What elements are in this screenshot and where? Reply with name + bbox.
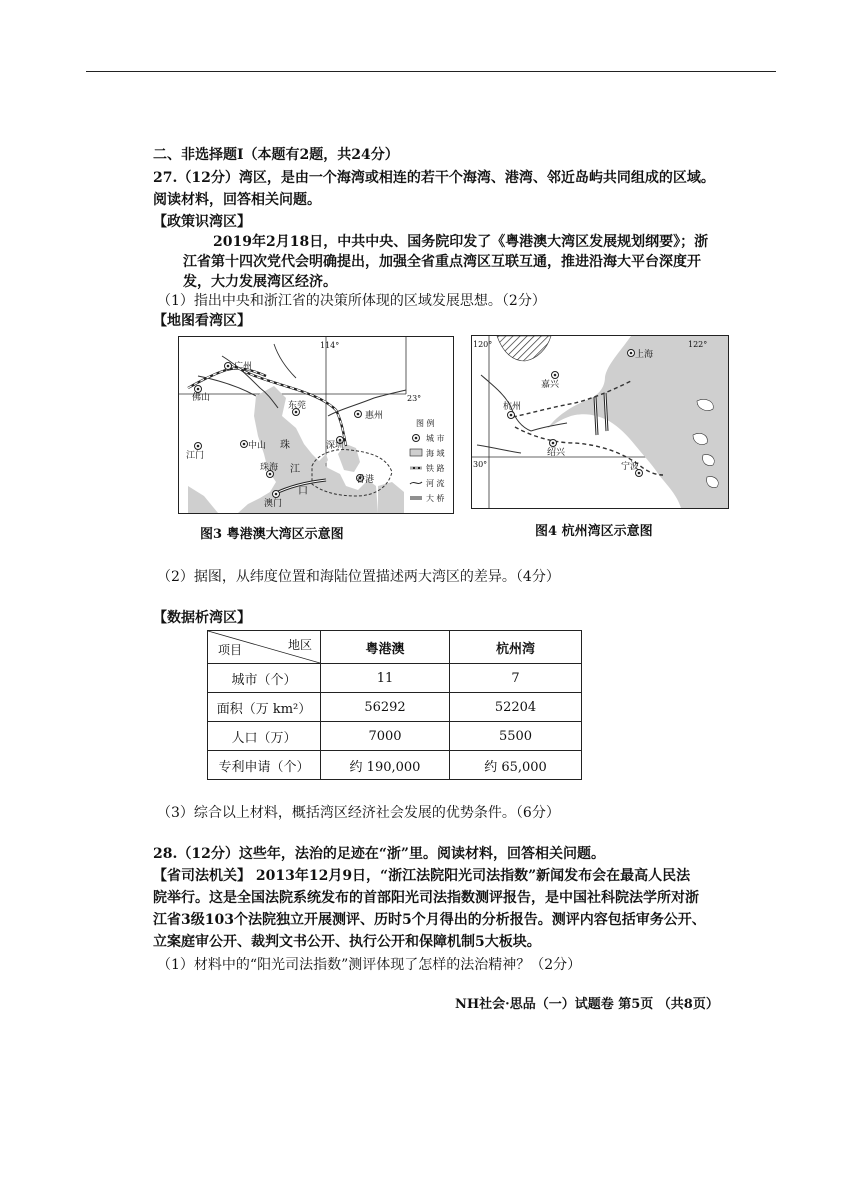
svg-text:图 例: 图 例 xyxy=(416,419,435,428)
table-header-col1: 粤港澳 xyxy=(321,631,450,664)
svg-text:杭州: 杭州 xyxy=(503,402,522,412)
svg-text:城 市: 城 市 xyxy=(426,434,445,443)
section-heading: 二、非选择题Ⅰ（本题有2题，共24分） xyxy=(153,147,399,163)
svg-text:大 桥: 大 桥 xyxy=(426,494,445,503)
svg-text:绍兴: 绍兴 xyxy=(547,448,566,458)
top-rule xyxy=(86,71,776,72)
table-header-col2: 杭州湾 xyxy=(450,631,582,664)
corner-region-label: 地区 xyxy=(287,638,312,652)
svg-text:广州: 广州 xyxy=(234,362,253,372)
svg-text:东莞: 东莞 xyxy=(288,401,307,411)
svg-text:香港: 香港 xyxy=(356,475,375,485)
q28-intro: 28.（12分）这些年，法治的足迹在“浙”里。阅读材料，回答相关问题。 xyxy=(153,846,605,862)
map-heading: 【地图看湾区】 xyxy=(153,313,251,329)
svg-text:澳门: 澳门 xyxy=(264,499,283,509)
svg-text:120°: 120° xyxy=(473,340,493,349)
q28-material-line3: 江省3级103个法院独立开展测评、历时5个月得出的分析报告。测评内容包括审务公开、 xyxy=(153,912,706,928)
q27-sub1: （1）指出中央和浙江省的决策所体现的区域发展思想。（2分） xyxy=(157,293,546,309)
q27-sub2: （2）据图，从纬度位置和海陆位置描述两大湾区的差异。（4分） xyxy=(157,569,560,585)
map4-caption: 图4 杭州湾区示意图 xyxy=(535,524,653,539)
map3-caption: 图3 粤港澳大湾区示意图 xyxy=(200,527,344,542)
svg-text:上海: 上海 xyxy=(635,350,654,360)
svg-text:江: 江 xyxy=(290,464,300,475)
data-table xyxy=(207,630,582,780)
data-heading: 【数据析湾区】 xyxy=(153,610,251,626)
q27-sub3: （3）综合以上材料，概括湾区经济社会发展的优势条件。（6分） xyxy=(157,805,560,821)
svg-text:海 域: 海 域 xyxy=(426,449,445,458)
svg-text:114°: 114° xyxy=(320,341,340,350)
svg-text:23°: 23° xyxy=(407,394,422,403)
policy-line1: 2019年2月18日，中共中央、国务院印发了《粤港澳大湾区发展规划纲要》；浙 xyxy=(213,234,709,250)
policy-line3: 发，大力发展湾区经济。 xyxy=(183,274,337,290)
svg-text:中山: 中山 xyxy=(248,441,267,451)
q28-material-line1: 【省司法机关】 2013年12月9日，“浙江法院阳光司法指数”新闻发布会在最高人民法 xyxy=(153,868,691,884)
table-row: 城市（个） 11 7 xyxy=(208,664,582,693)
table-corner-cell xyxy=(208,631,321,664)
table-header-row xyxy=(208,631,582,664)
svg-text:深圳: 深圳 xyxy=(326,441,345,451)
policy-line2: 江省第十四次党代会明确提出，加强全省重点湾区互联互通，推进沿海大平台深度开 xyxy=(183,254,701,270)
svg-text:惠州: 惠州 xyxy=(365,411,384,421)
svg-text:佛山: 佛山 xyxy=(192,393,211,403)
q27-intro-line2: 阅读材料，回答相关问题。 xyxy=(153,192,321,208)
svg-text:珠海: 珠海 xyxy=(260,463,279,473)
page-footer: NH社会·思品（一）试题卷 第5页 （共8页） xyxy=(455,997,719,1012)
svg-text:30°: 30° xyxy=(473,460,488,469)
svg-text:河 流: 河 流 xyxy=(426,479,445,488)
svg-text:铁 路: 铁 路 xyxy=(426,464,445,473)
q28-material-line2: 院举行。这是全国法院系统发布的首部阳光司法指数测评报告，是中国社科院法学所对浙 xyxy=(153,890,699,906)
table-row: 面积（万 km²） 56292 52204 xyxy=(208,693,582,722)
q28-sub1: （1）材料中的“阳光司法指数”测评体现了怎样的法治精神？（2分） xyxy=(157,957,582,973)
map-hangzhou-bay xyxy=(471,335,729,509)
svg-text:口: 口 xyxy=(298,486,308,497)
table-row: 人口（万） 7000 5500 xyxy=(208,722,582,751)
svg-text:宁波: 宁波 xyxy=(621,462,640,472)
svg-text:122°: 122° xyxy=(688,340,708,349)
policy-heading: 【政策识湾区】 xyxy=(153,214,251,230)
map-guangdong-hk-macao xyxy=(178,336,454,514)
q27-intro-line1: 27.（12分）湾区，是由一个海湾或相连的若干个海湾、港湾、邻近岛屿共同组成的区域。 xyxy=(153,170,715,186)
table-row: 专利申请（个） 约 190,000 约 65,000 xyxy=(208,751,582,780)
svg-text:江门: 江门 xyxy=(186,451,205,461)
svg-text:嘉兴: 嘉兴 xyxy=(541,380,560,390)
q28-material-line4: 立案庭审公开、裁判文书公开、执行公开和保障机制5大板块。 xyxy=(153,934,541,950)
corner-item-label: 项目 xyxy=(218,643,243,657)
svg-text:珠: 珠 xyxy=(280,440,290,451)
